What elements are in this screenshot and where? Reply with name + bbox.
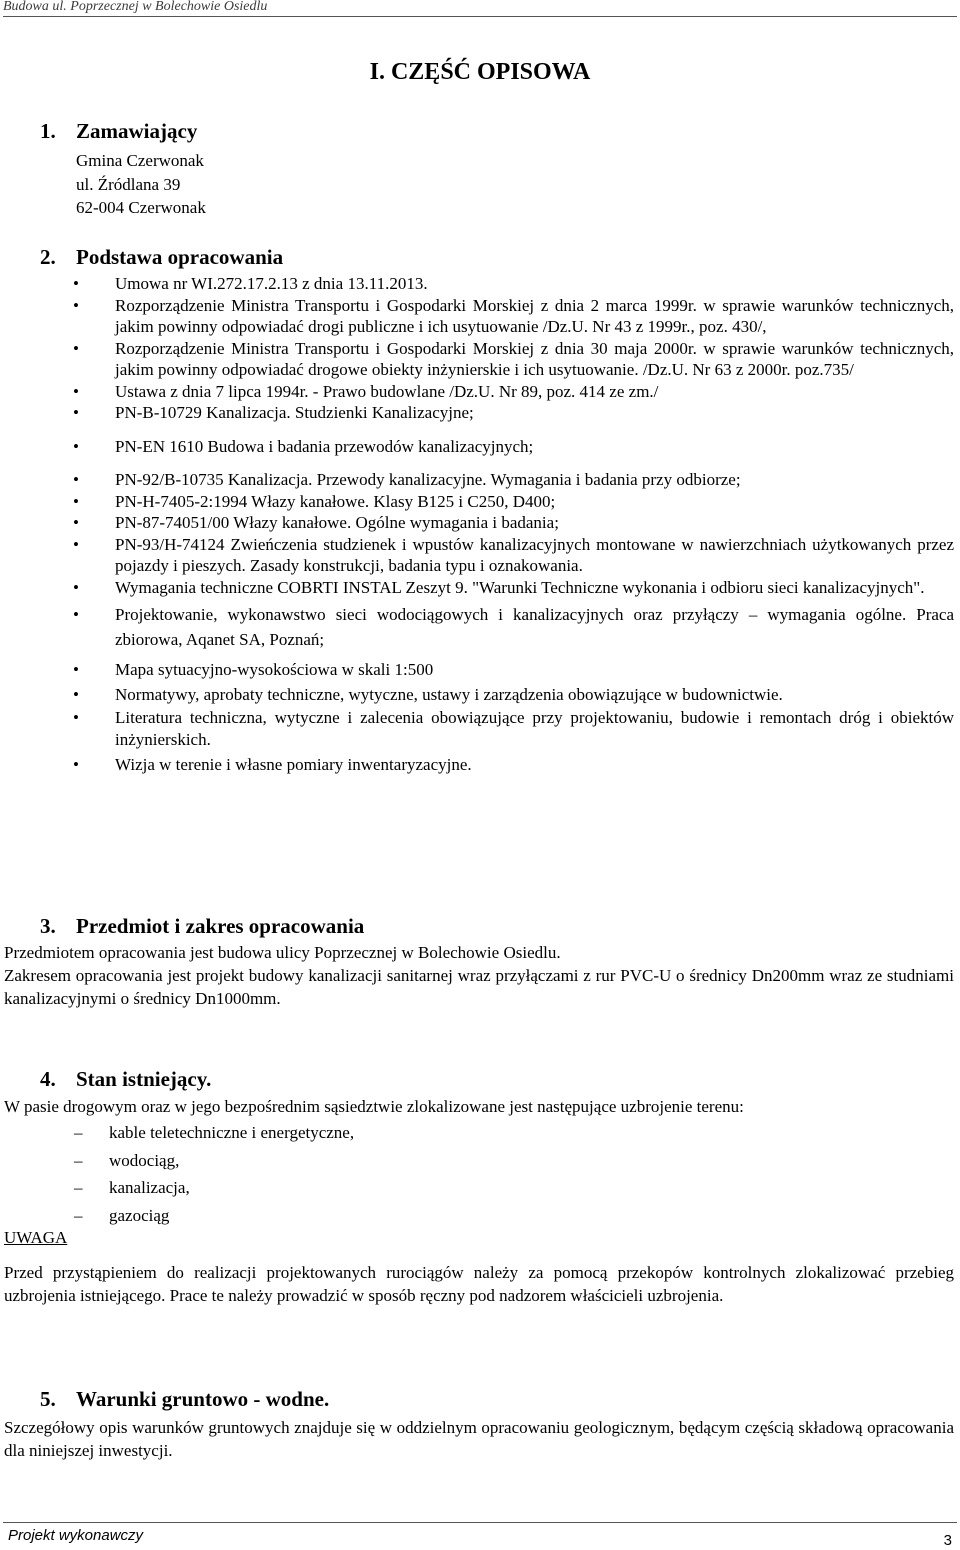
dash-icon: – [74,1150,83,1170]
section-stan-istniejacy [4,1066,954,1307]
bullet-icon: • [73,513,79,532]
paragraph: Przedmiotem opracowania jest budowa ulicy Poprzecznej w Bolechowie Osiedlu. [4,943,561,962]
section-title: Zamawiający [76,119,198,143]
list-item: • PN-EN 1610 Budowa i badania przewodów kanalizacyjnych; [73,436,534,456]
list-item: – kanalizacja, [4,1174,954,1202]
section-heading [4,913,954,939]
paragraph: Szczegółowy opis warunków gruntowych znajduje się w oddzielnym opracowaniu geologicznym, będącym częścią składową opracowania dla niniejszej inwestycji. [4,1418,954,1460]
list-item: • Mapa sytuacyjno-wysokościowa w skali 1:500 [73,657,954,682]
bullet-icon: • [73,470,79,489]
section-number: 2. [40,245,56,269]
section-zamawiajacy [40,118,920,220]
note-label: UWAGA [4,1228,68,1247]
list-item: • Wymagania techniczne COBRTI INSTAL Zeszyt 9. "Warunki Techniczne wykonania i odbioru sieci kanalizacyjnych". [73,577,925,597]
bullet-icon: • [73,708,79,727]
bullet-icon: • [73,577,79,597]
address-line: ul. Źródlana 39 [76,174,181,194]
list-item: • Wizja w terenie i własne pomiary inwentaryzacyjne. [73,755,472,774]
list-item: • PN-92/B-10735 Kanalizacja. Przewody kanalizacyjne. Wymagania i badania przy odbiorze; [73,470,741,489]
bullet-icon: • [73,403,79,422]
address-line: Gmina Czerwonak [76,151,204,170]
dash-list [4,1119,954,1229]
bullet-icon: • [73,491,79,511]
list-item: • Rozporządzenie Ministra Transportu i Gospodarki Morskiej z dnia 2 marca 1999r. w sprawie warunków technicznych, jakim powinny odpowiadać drogi publiczne i ich usytuowanie /Dz.U. Nr 43 z 1999r., poz. 430/, [73,295,954,336]
section-warunki-gruntowe [4,1386,954,1462]
bullet-icon: • [73,755,79,774]
section-heading [40,244,954,270]
bullet-icon: • [73,685,79,704]
list-item: • PN-93/H-74124 Zwieńczenia studzienek i wpustów kanalizacyjnych montowane w nawierzchniach użytkowanych przez pojazdy i pieszych. Zasady konstrukcji, badania typu i oznakowania. [73,534,954,575]
bullet-icon: • [73,534,79,554]
list-item: • Literatura techniczna, wytyczne i zalecenia obowiązujące przy projektowaniu, budowie i remontach dróg i obiektów inżynierskich. [73,708,954,749]
list-item: • Projektowanie, wykonawstwo sieci wodociągowych i kanalizacyjnych oraz przyłączy – wymagania ogólne. Praca zbiorowa, Aqanet SA, Poznań; [73,602,954,652]
footer-rule [3,1522,957,1523]
list-item: • Rozporządzenie Ministra Transportu i Gospodarki Morskiej z dnia 30 maja 2000r. w sprawie warunków technicznych, jakim powinny odpowiadać drogowe obiekty inżynierskie i ich usytuowanie. /Dz.U. Nr 63 z 2000r. poz.735/ [73,338,954,379]
address-block [40,149,920,220]
list-item: • Normatywy, aprobaty techniczne, wytyczne, ustawy i zarządzenia obowiązujące w budownictwie. [73,682,954,707]
dash-icon: – [74,1178,83,1197]
section-heading [4,1386,954,1412]
address-line: 62-004 Czerwonak [76,198,206,217]
paragraph: Zakresem opracowania jest projekt budowy kanalizacji sanitarnej wraz przyłączami z rur PVC-U o średnicy Dn200mm wraz ze studniami kanalizacyjnymi o średnicy Dn1000mm. [4,966,954,1008]
section-heading [40,118,920,144]
dash-icon: – [74,1123,83,1142]
list-item: • PN-B-10729 Kanalizacja. Studzienki Kanalizacyjne; [73,403,474,422]
bullet-icon: • [73,295,79,315]
section-title: Przedmiot i zakres opracowania [76,914,365,938]
section-number: 3. [40,914,56,938]
dash-icon: – [74,1205,83,1225]
bullet-icon: • [73,660,79,679]
section-przedmiot-zakres [4,913,954,1010]
list-item: • Ustawa z dnia 7 lipca 1994r. - Prawo budowlane /Dz.U. Nr 89, poz. 414 ze zm./ [73,381,659,401]
list-item: • PN-87-74051/00 Włazy kanałowe. Ogólne wymagania i badania; [73,513,559,532]
section-heading [4,1066,954,1092]
list-item: – gazociąg [4,1202,954,1230]
section-title: Podstawa opracowania [76,245,284,269]
paragraph: W pasie drogowym oraz w jego bezpośrednim sąsiedztwie zlokalizowane jest następujące uzbrojenie terenu: [4,1097,744,1116]
section-title: Stan istniejący. [76,1067,212,1091]
bullet-icon: • [73,605,79,624]
list-item: • Umowa nr WI.272.17.2.13 z dnia 13.11.2013. [73,274,428,293]
bullet-list [40,273,954,776]
section-title: Warunki gruntowo - wodne. [76,1387,330,1411]
section-number: 1. [40,119,56,143]
document-title: I. CZĘŚĆ OPISOWA [369,59,591,85]
list-item: – kable teletechniczne i energetyczne, [4,1119,954,1147]
page-number: 3 [943,1532,952,1549]
bullet-icon: • [73,274,79,293]
section-number: 4. [40,1067,56,1091]
section-number: 5. [40,1387,56,1411]
note-paragraph: Przed przystąpieniem do realizacji projektowanych rurociągów należy za pomocą przekopów kontrolnych zlokalizować przebieg uzbrojenia istniejącego. Prace te należy prowadzić w sposób ręczny pod nadzorem właścicieli uzbrojenia. [4,1263,954,1305]
bullet-icon: • [73,436,79,456]
footer-label: Projekt wykonawczy [8,1527,144,1544]
bullet-icon: • [73,338,79,358]
list-item: • PN-H-7405-2:1994 Włazy kanałowe. Klasy B125 i C250, D400; [73,491,556,511]
running-header: Budowa ul. Poprzecznej w Bolechowie Osiedlu [3,0,957,17]
list-item: – wodociąg, [4,1147,954,1175]
section-podstawa-opracowania [40,244,954,776]
bullet-icon: • [73,381,79,401]
